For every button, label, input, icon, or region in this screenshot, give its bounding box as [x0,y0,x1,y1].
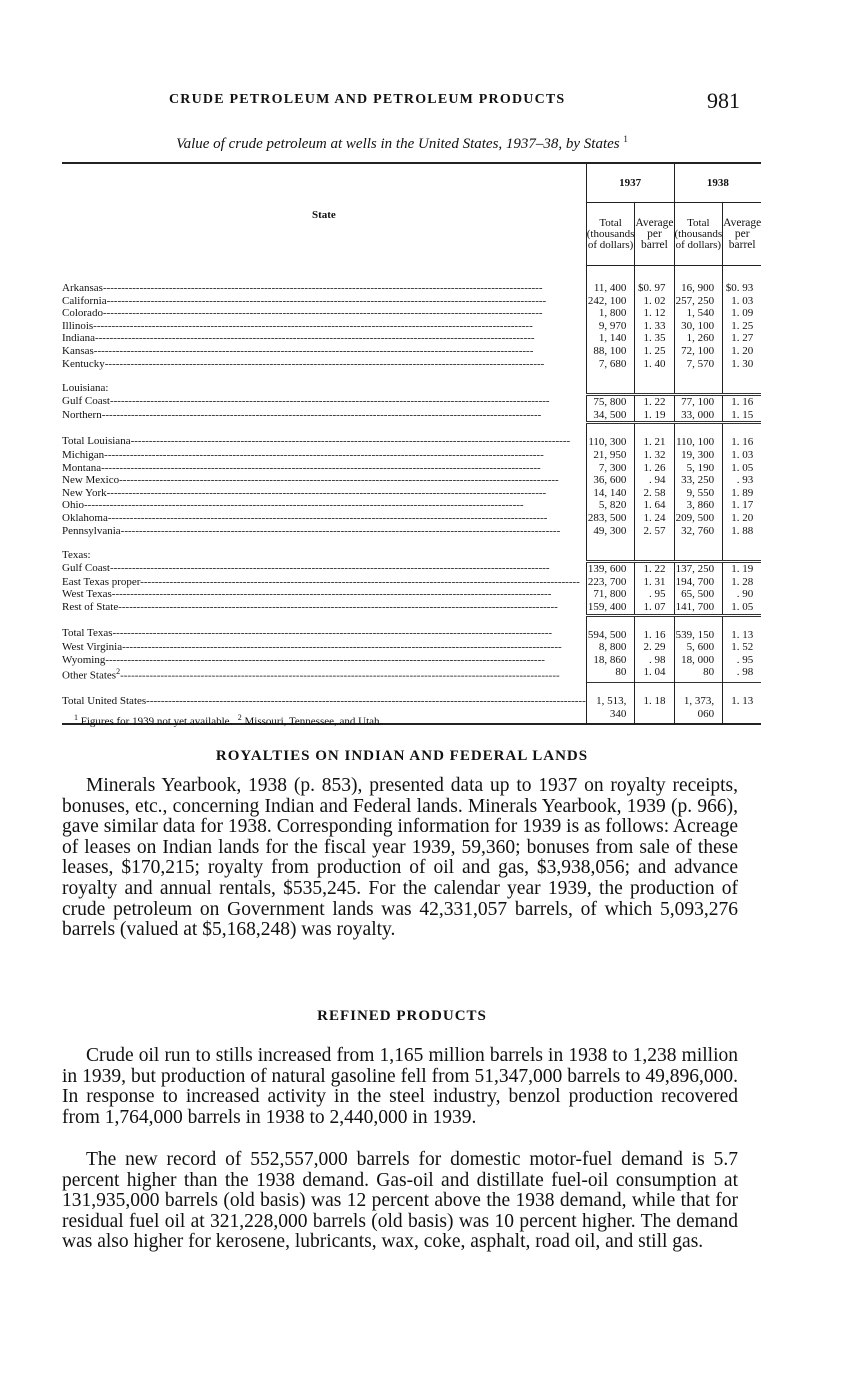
cell-t37: 283, 500 [586,512,635,525]
cell-t38: 18, 000 [674,654,723,667]
row-state-name [62,395,586,409]
table-row [62,474,761,487]
cell-t38: 194, 700 [674,576,723,589]
cell-t37: 18, 860 [586,654,635,667]
paragraph-refined-1: Crude oil run to stills increased from 1,165 million barrels in 1938 to 1,238 million in 1939, but production of natural gasoline fell from 51,347,000 barrels to 49,896,000. In response to increased activity in the steel industry, benzol production recovered from 1,764,000 barrels in 1938 to 2,440,000 in 1939. [62,1045,738,1128]
cell-t38: 33, 250 [674,474,723,487]
cell-a37: . 98 [635,654,674,667]
leader-dots: ------------------------------------------------------------------------------------------------------------------------ [101,408,542,421]
paragraph-refined-2: The new record of 552,557,000 barrels for domestic motor-fuel demand is 5.7 percent higher than the 1938 demand. Gas-oil and distillate fuel-oil consumption at 131,935,000 barrels (old basis) was 12 percent above the 1938 demand, while that for residual fuel oil at 321,228,000 barrels (old basis) was 10 percent higher. The demand was also higher for kerosene, lubricants, wax, coke, asphalt, road oil, and still gas. [62,1149,738,1253]
cell-a38: 1. 13 [723,615,762,641]
crude-value-table [62,162,761,725]
cell-a37: 1. 32 [635,449,674,462]
state-name-text: Gulf Coast [62,394,110,407]
footnote-1-mark: 1 [74,713,78,722]
cell-a37: 1. 33 [635,320,674,333]
cell-a38: 1. 16 [723,423,762,449]
cell-t38: 72, 100 [674,345,723,358]
cell-t37: 8, 800 [586,641,635,654]
col-header-1938: 1938 [674,163,761,203]
page-header [62,88,742,116]
cell-a37: 1. 16 [635,615,674,641]
state-name-text: Ohio [62,499,84,512]
state-name-text: California [62,294,107,307]
cell-t38 [674,370,723,395]
leader-dots: ------------------------------------------------------------------------------------------------------------------------ [112,627,553,640]
state-name-text: Other States [62,670,117,683]
section-heading-royalties: ROYALTIES ON INDIAN AND FEDERAL LANDS [215,748,589,764]
row-state-name [62,615,586,641]
row-state-name [62,512,586,525]
cell-t38: 32, 760 [674,525,723,538]
cell-t38: 5, 190 [674,462,723,475]
table-body [62,266,761,725]
table-row [62,370,761,395]
table-row [62,525,761,538]
table-caption-text: Value of crude petroleum at wells in the United States, 1937–38, by States [176,136,620,152]
cell-t38: 1, 260 [674,332,723,345]
leader-dots: ------------------------------------------------------------------------------------------------------------------------ [120,670,560,683]
section-heading-refined-products: REFINED PRODUCTS [317,1008,487,1024]
row-state-name [62,499,586,512]
cell-a37 [635,537,674,562]
leader-dots: ------------------------------------------------------------------------------------------------------------------------ [106,486,547,499]
row-state-name [62,641,586,654]
state-name-text: Indiana [62,332,95,345]
table-row [62,588,761,601]
cell-a37 [635,370,674,395]
leader-dots: ------------------------------------------------------------------------------------------------------------------------ [120,524,561,537]
table-row [62,499,761,512]
cell-a37: 1. 12 [635,307,674,320]
state-name-text: Rest of State [62,601,119,614]
state-name-text: Northern [62,408,102,421]
state-name-text: Arkansas [62,281,103,294]
table-row [62,295,761,308]
cell-t37: 223, 700 [586,576,635,589]
cell-t38: 257, 250 [674,295,723,308]
table-row [62,307,761,320]
table-row [62,512,761,525]
row-state-name [62,474,586,487]
cell-t38: 5, 600 [674,641,723,654]
state-name-text: Gulf Coast [62,561,110,574]
cell-a37: 1. 02 [635,295,674,308]
table-row [62,562,761,576]
cell-a38: 1. 03 [723,295,762,308]
leader-dots: ------------------------------------------------------------------------------------------------------------------------ [122,641,562,654]
cell-a37: 1. 24 [635,512,674,525]
cell-t38: 137, 250 [674,562,723,576]
cell-a38 [723,537,762,562]
cell-t38: 33, 000 [674,409,723,423]
row-state-name [62,358,586,371]
table-row [62,266,761,295]
cell-t38: 141, 700 [674,601,723,615]
table-caption [62,134,742,153]
cell-a38: 1. 28 [723,576,762,589]
state-name-text: New York [62,486,107,499]
cell-t38: 9, 550 [674,487,723,500]
paragraph-royalties: Minerals Yearbook, 1938 (p. 853), presented data up to 1937 on royalty receipts, bonuses, etc., concerning Indian and Federal lands. Minerals Yearbook, 1939 (p. 966), gave similar data for 1938. Corresponding information for 1939 is as follows: Acreage of leases on Indian lands for the fiscal year 1939, 59,360; bonuses from sale of these leases, $170,215; royalty from production of oil and gas, $3,938,056; and advance royalty and annual rentals, $535,245. For the calendar year 1939, the production of crude petroleum on Government lands was 42,331,057 barrels, of which 5,093,276 barrels (valued at $5,168,248) was royalty. [62,775,738,941]
cell-a38: 1. 27 [723,332,762,345]
cell-t37: 71, 800 [586,588,635,601]
leader-dots: ------------------------------------------------------------------------------------------------------------------------ [140,575,580,588]
cell-a37: 1. 64 [635,499,674,512]
table-row [62,332,761,345]
state-name-text: West Virginia [62,641,123,654]
state-name-text: Illinois [62,319,94,332]
cell-t37: 88, 100 [586,345,635,358]
state-name-text: Pennsylvania [62,524,121,537]
cell-t37: 159, 400 [586,601,635,615]
row-state-name [62,601,586,615]
footnote-1: Figures for 1939 not yet available. [80,715,233,728]
leader-dots: ------------------------------------------------------------------------------------------------------------------------ [130,434,571,447]
table-row [62,615,761,641]
state-name-text: Colorado [62,307,103,320]
cell-a38: 1. 15 [723,409,762,423]
row-state-name [62,409,586,423]
leader-dots: ------------------------------------------------------------------------------------------------------------------------ [106,294,547,307]
cell-a37: $0. 97 [635,266,674,295]
cell-t38: 1, 373, 060 [674,683,723,725]
col-header-average-1938: Average per barrel [723,203,762,266]
cell-t37 [586,537,635,562]
cell-a37: 1. 21 [635,423,674,449]
cell-t37: 1, 513, 340 [586,683,635,725]
cell-t37: 139, 600 [586,562,635,576]
cell-t37: 9, 970 [586,320,635,333]
leader-dots: ------------------------------------------------------------------------------------------------------------------------ [102,281,543,294]
table-row [62,641,761,654]
state-name-text: Louisiana: [62,382,109,395]
table-row [62,537,761,562]
cell-t37: 242, 100 [586,295,635,308]
col-header-state: State [62,163,586,266]
cell-t37: 7, 300 [586,462,635,475]
cell-a37: 1. 04 [635,666,674,682]
table-row [62,601,761,615]
state-name-text: Michigan [62,449,105,462]
leader-dots: ------------------------------------------------------------------------------------------------------------------------ [146,694,586,707]
cell-t38: 7, 570 [674,358,723,371]
leader-dots: ------------------------------------------------------------------------------------------------------------------------ [111,588,552,601]
cell-a38: 1. 20 [723,512,762,525]
cell-a37: 1. 07 [635,601,674,615]
col-header-1937: 1937 [586,163,674,203]
row-state-name [62,266,586,295]
state-name-text: Montana [62,461,102,474]
cell-a38: 1. 19 [723,562,762,576]
state-name-text: Texas: [62,549,91,562]
row-state-name [62,576,586,589]
table-row [62,409,761,423]
cell-a38: 1. 52 [723,641,762,654]
table-row [62,666,761,682]
row-state-name [62,666,586,682]
table-row [62,576,761,589]
cell-a38: 1. 25 [723,320,762,333]
cell-t37: 1, 140 [586,332,635,345]
page-number: 981 [707,88,740,113]
cell-a38: . 98 [723,666,762,682]
col-header-total-1938: Total (thousands of dollars) [674,203,723,266]
row-state-name [62,588,586,601]
cell-a38: 1. 05 [723,601,762,615]
col-header-average-1937: Average per barrel [635,203,674,266]
leader-dots: ------------------------------------------------------------------------------------------------------------------------ [105,653,545,666]
table-row [62,320,761,333]
table-row [62,423,761,449]
state-name-text: Total United States [62,694,147,707]
cell-a38: . 90 [723,588,762,601]
leader-dots: ------------------------------------------------------------------------------------------------------------------------ [101,461,541,474]
table-row [62,487,761,500]
footnote-2: Missouri, Tennessee, and Utah. [244,715,383,728]
cell-a37: 2. 58 [635,487,674,500]
row-state-name [62,654,586,667]
cell-a37: 1. 26 [635,462,674,475]
cell-a37: 2. 29 [635,641,674,654]
cell-t37: 21, 950 [586,449,635,462]
cell-a38: 1. 13 [723,683,762,725]
row-state-name [62,320,586,333]
table-row [62,345,761,358]
cell-a38: $0. 93 [723,266,762,295]
table-caption-footnote-ref: 1 [623,134,628,144]
state-name-text: Kansas [62,344,94,357]
leader-dots: ------------------------------------------------------------------------------------------------------------------------ [119,474,559,487]
leader-dots: ------------------------------------------------------------------------------------------------------------------------ [109,561,550,574]
row-state-name [62,307,586,320]
table-row [62,395,761,409]
cell-a38: 1. 09 [723,307,762,320]
cell-a37: 2. 57 [635,525,674,538]
cell-a38: . 95 [723,654,762,667]
table-row [62,654,761,667]
cell-t37: 11, 400 [586,266,635,295]
state-name-text: New Mexico [62,474,120,487]
cell-t37: 1, 800 [586,307,635,320]
state-name-text: Total Louisiana [62,434,131,447]
leader-dots: ------------------------------------------------------------------------------------------------------------------------ [102,307,543,320]
cell-a37: 1. 31 [635,576,674,589]
cell-a37: 1. 22 [635,395,674,409]
cell-t38 [674,537,723,562]
row-state-name [62,295,586,308]
row-state-name [62,423,586,449]
row-state-name [62,487,586,500]
leader-dots: ------------------------------------------------------------------------------------------------------------------------ [104,357,545,370]
cell-a37: . 94 [635,474,674,487]
leader-dots: ------------------------------------------------------------------------------------------------------------------------ [93,319,533,332]
leader-dots: ------------------------------------------------------------------------------------------------------------------------ [94,332,535,345]
cell-a38: 1. 17 [723,499,762,512]
cell-a38: 1. 03 [723,449,762,462]
cell-t38: 3, 860 [674,499,723,512]
footnote-ref: 2 [116,667,121,677]
state-name-text: Kentucky [62,357,105,370]
cell-t38: 539, 150 [674,615,723,641]
col-header-total-1937: Total (thousands of dollars) [586,203,635,266]
cell-a37: 1. 19 [635,409,674,423]
cell-t38: 1, 540 [674,307,723,320]
cell-a37: 1. 22 [635,562,674,576]
cell-a38: . 93 [723,474,762,487]
cell-a38: 1. 88 [723,525,762,538]
cell-a38: 1. 30 [723,358,762,371]
cell-t38: 19, 300 [674,449,723,462]
row-state-name [62,449,586,462]
running-title: CRUDE PETROLEUM AND PETROLEUM PRODUCTS [169,92,566,107]
cell-t37: 80 [586,666,635,682]
state-name-text: Wyoming [62,653,106,666]
row-state-name [62,525,586,538]
cell-t37: 34, 500 [586,409,635,423]
cell-a38: 1. 16 [723,395,762,409]
cell-a38: 1. 89 [723,487,762,500]
cell-t37: 110, 300 [586,423,635,449]
state-name-text: East Texas proper [62,575,141,588]
cell-a37: 1. 25 [635,345,674,358]
cell-a38: 1. 05 [723,462,762,475]
footnote-2-mark: 2 [237,713,242,722]
table-row [62,358,761,371]
leader-dots: ------------------------------------------------------------------------------------------------------------------------ [104,449,544,462]
cell-t38: 110, 100 [674,423,723,449]
cell-a37: 1. 35 [635,332,674,345]
cell-t38: 16, 900 [674,266,723,295]
cell-t37: 49, 300 [586,525,635,538]
cell-t37: 36, 600 [586,474,635,487]
row-state-name [62,345,586,358]
row-state-name [62,562,586,576]
row-state-name [62,462,586,475]
leader-dots: ------------------------------------------------------------------------------------------------------------------------ [84,499,524,512]
leader-dots: ------------------------------------------------------------------------------------------------------------------------ [107,512,548,524]
cell-t38: 77, 100 [674,395,723,409]
cell-t37: 594, 500 [586,615,635,641]
leader-dots: ------------------------------------------------------------------------------------------------------------------------ [93,344,534,357]
cell-t37: 5, 820 [586,499,635,512]
row-state-name [62,537,586,562]
row-state-name [62,332,586,345]
cell-t38: 30, 100 [674,320,723,333]
cell-a38 [723,370,762,395]
cell-a37: 1. 18 [635,683,674,725]
table-footnotes [74,713,382,728]
cell-a37: 1. 40 [635,358,674,371]
cell-t38: 80 [674,666,723,682]
cell-t38: 209, 500 [674,512,723,525]
state-name-text: West Texas [62,588,112,601]
table-row [62,449,761,462]
cell-t38: 65, 500 [674,588,723,601]
table-row [62,462,761,475]
cell-a38: 1. 20 [723,345,762,358]
leader-dots: ------------------------------------------------------------------------------------------------------------------------ [109,394,550,407]
row-state-name [62,370,586,395]
state-name-text: Oklahoma [62,512,108,524]
cell-t37: 75, 800 [586,395,635,409]
state-name-text: Total Texas [62,627,113,640]
cell-a37: . 95 [635,588,674,601]
cell-t37 [586,370,635,395]
leader-dots: ------------------------------------------------------------------------------------------------------------------------ [118,601,558,614]
cell-t37: 14, 140 [586,487,635,500]
cell-t37: 7, 680 [586,358,635,371]
